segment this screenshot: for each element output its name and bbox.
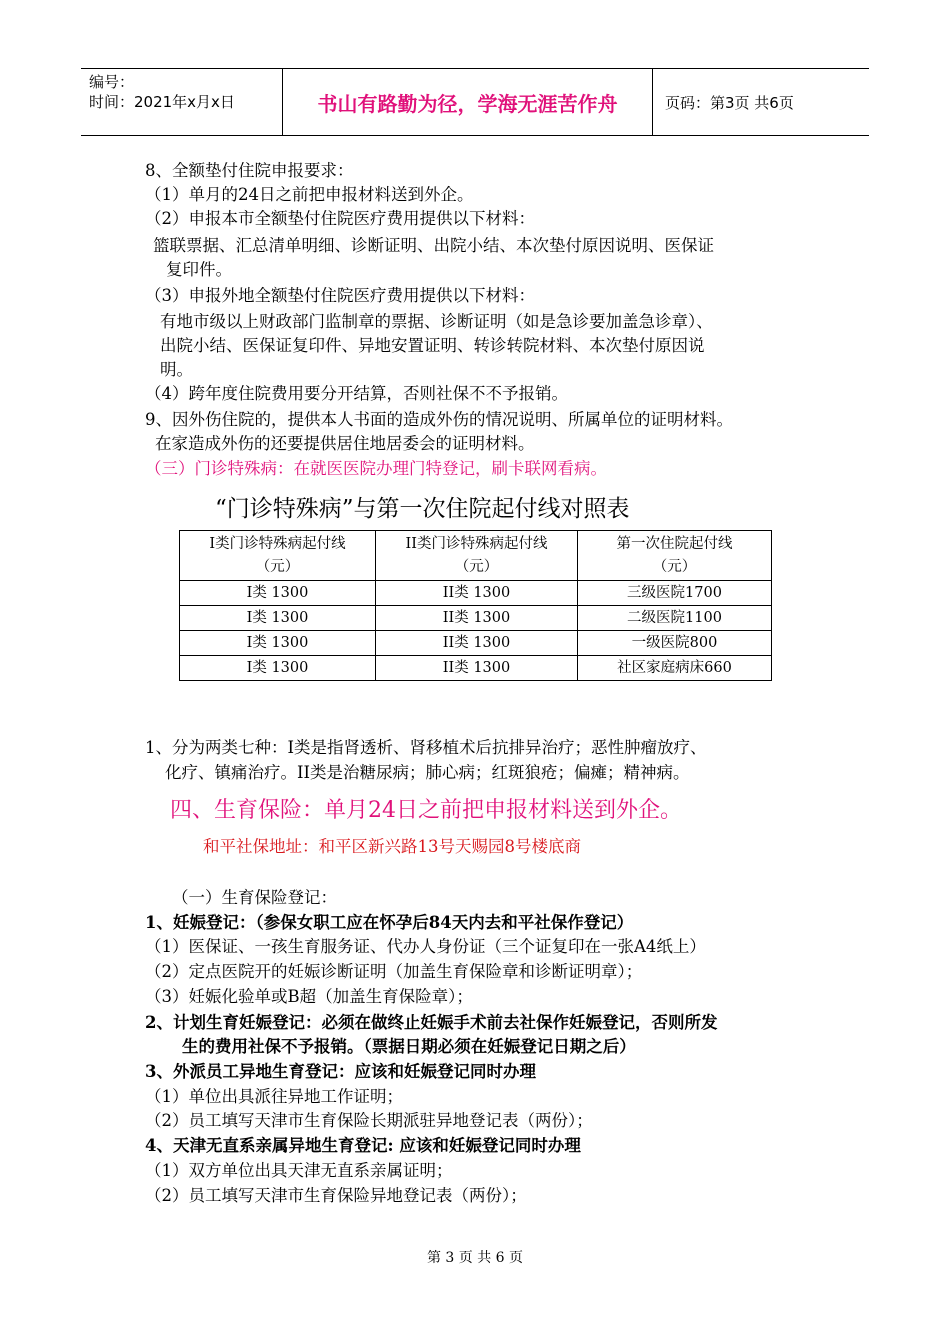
section-outpatient-heading: （三）门诊特殊病：在就医医院办理门特登记，刷卡联网看病。 [145,459,607,478]
page-footer: 第 3 页 共 6 页 [426,1250,524,1266]
threshold-table [179,530,772,681]
table-header-row [180,531,772,581]
item-pregnancy-registration: 1、妊娠登记：（参保女职工应在怀孕后84天内去和平社保作登记） [145,913,634,932]
item-8-4: （4）跨年度住院费用要分开结算，否则社保不不予报销。 [145,384,568,403]
item-p4-2: （2）员工填写天津市生育保险异地登记表（两份）； [145,1186,527,1205]
time-label: 时间：2021年x月x日 [89,93,235,111]
table-cell: I类 1300 [180,631,376,656]
item-9: 9、因外伤住院的，提供本人书面的造成外伤的情况说明、所属单位的证明材料。 [145,410,733,429]
item-9-cont: 在家造成外伤的还要提供居住地居委会的证明材料。 [155,434,535,453]
table-cell: 三级医院1700 [578,581,772,606]
table-title: “门诊特殊病”与第一次住院起付线对照表 [215,496,630,522]
table-cell: 二级医院1100 [578,606,772,631]
table-row [180,581,772,606]
item-p1-2: （2）定点医院开的妊娠诊断证明（加盖生育保险章和诊断证明章）； [145,962,643,981]
table-cell: II类 1300 [376,631,578,656]
table-cell: 社区家庭病床660 [578,656,772,681]
table-cell: II类 1300 [376,656,578,681]
item-p1-1: （1）医保证、一孩生育服务证、代办人身份证（三个证复印在一张A4纸上） [145,937,706,956]
number-label: 编号： [89,73,135,91]
table-cell: 一级医院800 [578,631,772,656]
section-maternity-heading: 四、生育保险：单月24日之前把申报材料送到外企。 [170,798,682,823]
table-cell: I类 1300 [180,656,376,681]
item-p4-1: （1）双方单位出具天津无直系亲属证明； [145,1161,453,1180]
table-row [180,631,772,656]
header-motto: 书山有路勤为径，学海无涯苦作舟 [283,69,653,135]
item-8-3-text-end: 明。 [160,360,193,379]
item-p3-2: （2）员工填写天津市生育保险长期派驻异地登记表（两份）； [145,1111,593,1130]
table-row [180,606,772,631]
table-row [180,656,772,681]
item-8-3-text: 有地市级以上财政部门监制章的票据、诊断证明（如是急诊要加盖急诊章）、 [160,312,713,331]
table-cell: II类 1300 [376,606,578,631]
item-8: 8、全额垫付住院申报要求： [145,161,354,180]
note-1: 1、分为两类七种：I类是指肾透析、肾移植术后抗排异治疗；恶性肿瘤放疗、 [145,738,707,757]
item-planned-registration-cont: 生的费用社保不予报销。（票据日期必须在妊娠登记日期之后） [182,1037,636,1056]
item-8-1: （1）单月的24日之前把申报材料送到外企。 [145,185,474,204]
item-p1-3: （3）妊娠化验单或B超（加盖生育保险章）； [145,987,473,1006]
table-cell: II类 1300 [376,581,578,606]
page-header [81,68,869,136]
table-cell: I类 1300 [180,606,376,631]
item-p3-1: （1）单位出具派往异地工作证明； [145,1087,403,1106]
item-8-2-text-cont: 复印件。 [166,260,232,279]
table-header-cell: 第一次住院起付线 （元） [578,531,772,581]
table-cell: I类 1300 [180,581,376,606]
note-1-cont: 化疗、镇痛治疗。II类是治糖尿病；肺心病；红斑狼疮；偏瘫；精神病。 [165,763,690,782]
office-address: 和平社保地址：和平区新兴路13号天赐园8号楼底商 [203,837,581,856]
item-8-2-text: 篮联票据、汇总清单明细、诊断证明、出院小结、本次垫付原因说明、医保证 [153,236,714,255]
item-8-2: （2）申报本市全额垫付住院医疗费用提供以下材料： [145,209,535,228]
item-no-relatives-registration: 4、天津无直系亲属异地生育登记: 应该和妊娠登记同时办理 [145,1136,581,1155]
table-header-cell: II类门诊特殊病起付线 （元） [376,531,578,581]
item-8-3-text-cont: 出院小结、医保证复印件、异地安置证明、转诊转院材料、本次垫付原因说 [160,336,705,355]
table-header-cell: I类门诊特殊病起付线 （元） [180,531,376,581]
item-dispatched-registration: 3、外派员工异地生育登记：应该和妊娠登记同时办理 [145,1062,536,1081]
item-8-3: （3）申报外地全额垫付住院医疗费用提供以下材料： [145,286,535,305]
header-page-info: 页码：第3页 共6页 [665,93,794,112]
item-planned-registration: 2、计划生育妊娠登记：必须在做终止妊娠手术前去社保作妊娠登记，否则所发 [145,1013,718,1032]
header-meta [81,69,283,135]
subsection-registration: （一）生育保险登记： [172,888,337,907]
